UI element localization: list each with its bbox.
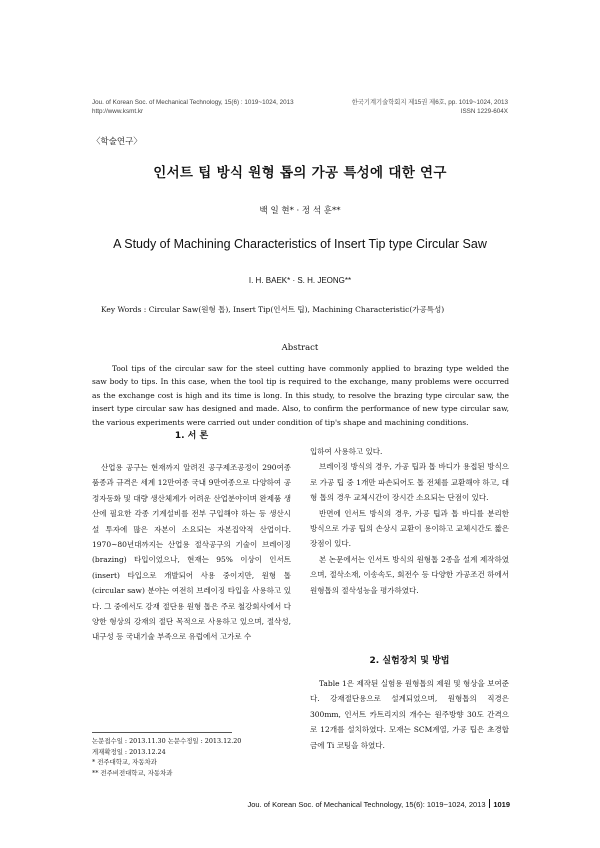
section2-heading: 2. 실험장치 및 방법 <box>369 656 450 666</box>
footer-separator <box>489 799 491 808</box>
right-column-intro <box>310 444 509 598</box>
journal-citation-en: Jou. of Korean Soc. of Mechanical Technology, 15(6) : 1019~1024, 2013 <box>92 99 294 106</box>
abstract-text: Tool tips of the circular saw for the steel cutting have commonly applied to brazing type welded the saw body to tips. In this case, when the tool tip is required to the exchange, many problems were occurred as the exchange cost is high and its time is long. In this study, to resolve the brazing type circular saw, the insert type circular saw has designed and made. Also, to confirm the performance of new type circular saw, the various experiments were carried out under condition of tip's shape and machining conditions. <box>92 364 509 427</box>
intro-paragraph-2: 브레이징 방식의 경우, 가공 팁과 톱 바디가 용접된 방식으로 가공 팁 중 1개만 파손되어도 톱 전체를 교환해야 하고, 대형 톱의 경우 교체시간이 장시간 소요되는 단점이 있다. <box>310 462 509 503</box>
authors-korean: 백 일 현* · 정 석 훈** <box>259 206 341 216</box>
intro-paragraph-1-continued: 입하여 사용하고 있다. <box>310 447 383 456</box>
journal-url: http://www.ksmt.kr <box>92 108 144 115</box>
page-number: 1019 <box>493 800 510 809</box>
abstract-heading: Abstract <box>281 343 319 353</box>
article-category: 〈학술연구〉 <box>92 137 142 147</box>
authors-english: I. H. BAEK* · S. H. JEONG** <box>248 276 352 285</box>
received-dates: 논문접수일 : 2013.11.30 논문수정일 : 2013.12.20 <box>92 737 242 745</box>
affiliation-1: * 전주대학교, 자동차과 <box>92 758 157 766</box>
left-column <box>92 460 291 645</box>
intro-paragraph-1: 산업용 공구는 현재까지 알려진 공구제조공정이 290여종 품종과 규격은 세계 12만여종 국내 9만여종으로 다양하여 공정자동화 및 대량 생산체계가 어려운 산업분야이며 완제품 생산에 필요한 각종 기계설비를 전부 구입해야 하는 등 생산시설 투자에 많은 자본이 소요되는 자본집약적 산업이다. 1970~80년대까지는 산업용 절삭공구의 기술이 브레이징(brazing) 타입이었으나, 현재는 95% 이상이 인서트(insert) 타입으로 개발되어 사용 중이지만, 원형 톱(circular saw) 분야는 여전히 브레이징 타입을 사용하고 있다. 그 중에서도 강재 절단용 원형 톱은 주로 철강회사에서 다양한 형상의 강재의 절단 목적으로 사용하고 있으며, 절삭성, 내구성 등 국내기술 부족으로 유럽에서 고가로 수 <box>92 463 291 642</box>
issn: ISSN 1229-604X <box>460 108 508 115</box>
running-header-left <box>92 98 294 116</box>
affiliation-2: ** 전주비전대학교, 자동차과 <box>92 768 173 777</box>
right-column-methods <box>310 676 509 753</box>
intro-paragraph-4: 본 논문에서는 인서트 방식의 원형톱 2종을 설계 제작하였으며, 절삭소재, 이송속도, 회전수 등 다양한 가공조건 하에서 원형톱의 절삭성능을 평가하였다. <box>310 554 509 595</box>
section1-heading: 1. 서 론 <box>174 431 209 441</box>
page-footer <box>248 799 511 809</box>
running-header-right <box>352 98 508 116</box>
methods-paragraph-1: Table 1은 제작된 실험용 원형톱의 제원 및 형상을 보여준다. 강재절단용으로 설계되었으며, 원형톱의 직경은 300mm, 인서트 카트리지의 개수는 원주방향 30도 간격으로 12개를 설치하였다. 모재는 SCM계열, 가공 팁은 초경합금에 Ti 코팅을 하였다. <box>310 679 509 750</box>
title-korean: 인서트 팁 방식 원형 톱의 가공 특성에 대한 연구 <box>153 165 447 181</box>
footnotes <box>92 736 292 778</box>
title-english: A Study of Machining Characteristics of Insert Tip type Circular Saw <box>113 237 487 251</box>
footnote-divider <box>92 732 232 733</box>
keywords: Key Words : Circular Saw(원형 톱), Insert Tip(인서트 팁), Machining Characteristic(가공특성) <box>101 305 445 314</box>
journal-citation-ko: 한국기계기술학회지 제15권 제6호, pp. 1019~1024, 2013 <box>351 99 508 106</box>
intro-paragraph-3: 반면에 인서트 방식의 경우, 가공 팁과 톱 바디를 분리한 방식으로 가공 팁의 손상시 교환이 용이하고 교체시간도 짧은 장점이 있다. <box>310 508 509 549</box>
accepted-date: 게재확정일 : 2013.12.24 <box>92 747 166 756</box>
footer-journal: Jou. of Korean Soc. of Mechanical Technology, 15(6): 1019~1024, 2013 <box>247 800 486 809</box>
